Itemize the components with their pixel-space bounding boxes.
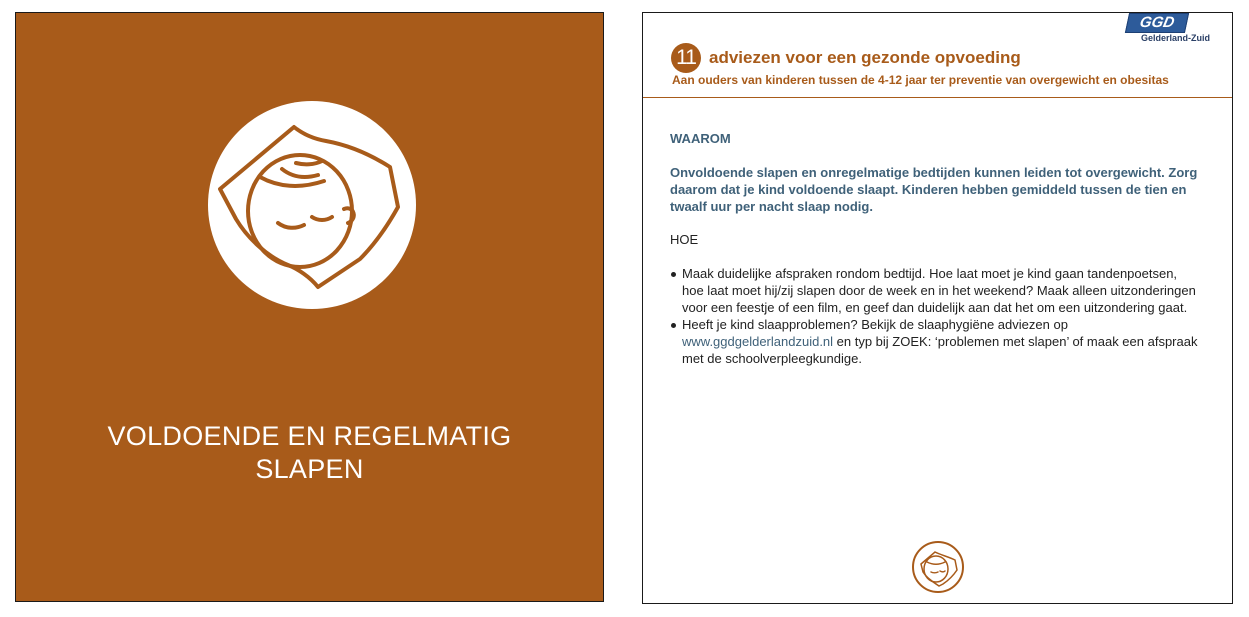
website-link[interactable]: www.ggdgelderlandzuid.nl — [682, 334, 834, 349]
card-title — [16, 420, 603, 486]
page-subheading: Aan ouders van kinderen tussen de 4-12 jaar ter preventie van overgewicht en obesitas — [672, 73, 1169, 87]
waarom-label: WAAROM — [670, 131, 731, 146]
sleeping-child-icon — [208, 101, 416, 309]
advice-list — [670, 265, 1200, 367]
list-item-text: Maak duidelijke afspraken rondom bedtijd. Hoe laat moet je kind gaan tandenpoetsen, hoe laat moet hij/zij slapen door de week en in het weekend? Maak alleen uitzonderingen voor een feestje of een film, en geef dan duidelijk aan dat het om een uitzondering gaat. — [682, 266, 1196, 315]
sleeping-child-small-icon — [911, 540, 965, 594]
intro-text: Onvoldoende slapen en onregelmatige bedtijden kunnen leiden tot overgewicht. Zorg daarom dat je kind voldoende slaapt. Kinderen hebben gemiddeld tussen de tien en twaalf uur per nacht slaap nodig. — [670, 165, 1198, 214]
card-title-line-1: VOLDOENDE EN REGELMATIG — [107, 421, 512, 451]
number-badge: 11 — [671, 43, 701, 73]
page-heading: adviezen voor een gezonde opvoeding — [709, 48, 1021, 67]
card-front — [15, 12, 604, 602]
divider — [643, 97, 1232, 98]
hoe-label: HOE — [670, 232, 699, 247]
list-item-text: en typ bij ZOEK: ‘problemen met slapen’ of maak een afspraak met de schoolverpleegkundige. — [682, 334, 1198, 366]
card-title-line-2: SLAPEN — [255, 454, 364, 484]
card-back — [642, 12, 1233, 604]
ggd-logo — [1127, 13, 1231, 49]
list-item — [670, 265, 1200, 316]
list-item-text: Heeft je kind slaapproblemen? Bekijk de slaaphygiëne adviezen op — [682, 317, 1068, 332]
list-item — [670, 316, 1200, 367]
logo-subtitle: Gelderland-Zuid — [1141, 33, 1211, 43]
logo-word: GGD — [1125, 13, 1189, 33]
